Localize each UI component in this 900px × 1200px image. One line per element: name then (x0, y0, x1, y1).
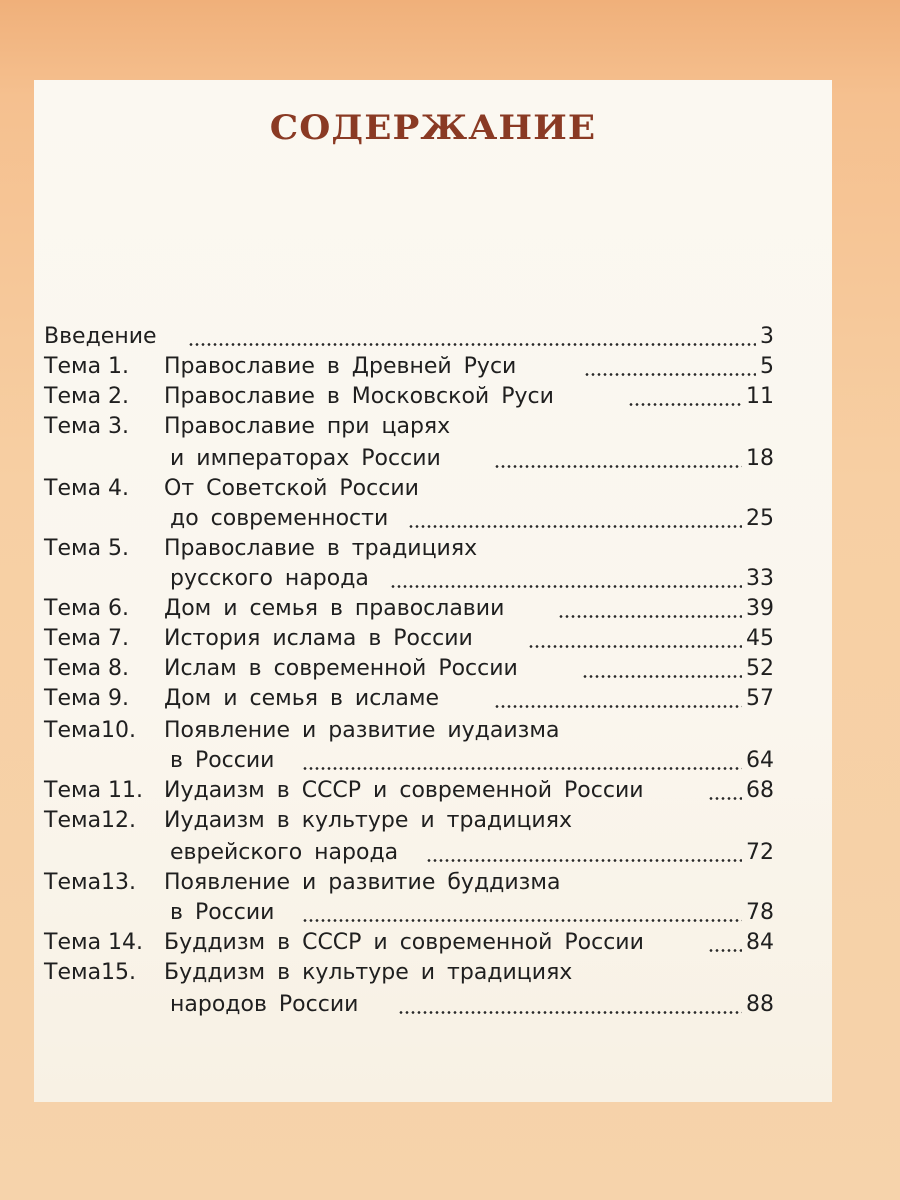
toc-entry-8 (44, 654, 774, 684)
dot-leader (704, 928, 744, 958)
toc-entry-5 (44, 534, 774, 564)
toc-entry-label: Тема13. (44, 870, 137, 895)
dot-leader (298, 746, 744, 776)
toc-entry-label: Тема 3. (44, 414, 130, 439)
toc-page-number: 5 (760, 354, 774, 379)
toc-page-number: 88 (746, 992, 774, 1017)
dot-leader (298, 898, 744, 928)
toc-entry-title: Появление и развитие буддизма (164, 870, 561, 895)
toc-entry-13 (44, 868, 774, 898)
dot-leader (394, 990, 744, 1020)
toc-entry-title-continued: и императорах России (170, 446, 441, 471)
toc-page-number: 11 (746, 384, 774, 409)
toc-entry-5-cont (44, 564, 774, 594)
toc-entry-title: Буддизм в СССР и современной России (164, 930, 644, 955)
toc-entry-title: История ислама в России (164, 626, 473, 651)
toc-page-number: 64 (746, 748, 774, 773)
dot-leader (524, 624, 744, 654)
toc-entry-title: Иудаизм в культуре и традициях (164, 808, 572, 833)
toc-entry-label: Тема 6. (44, 596, 130, 621)
toc-entry-11 (44, 776, 774, 806)
dot-leader (404, 504, 744, 534)
toc-entry-label: Тема 4. (44, 476, 130, 501)
toc-page-number: 39 (746, 596, 774, 621)
toc-entry-4-cont (44, 504, 774, 534)
toc-entry-title-continued: русского народа (170, 566, 369, 591)
toc-entry-14 (44, 928, 774, 958)
toc-entry-2 (44, 382, 774, 412)
toc-entry-title: Православие в Московской Руси (164, 384, 554, 409)
dot-leader (386, 564, 744, 594)
toc-entry-label: Тема 14. (44, 930, 144, 955)
toc-page-number: 18 (746, 446, 774, 471)
toc-entry-title: Иудаизм в СССР и современной России (164, 778, 644, 803)
toc-entry-label: Тема 9. (44, 686, 130, 711)
toc-entry-title: Ислам в современной России (164, 656, 518, 681)
toc-entry-intro (44, 322, 774, 352)
toc-entry-3 (44, 412, 774, 442)
toc-entry-title: Введение (44, 324, 157, 349)
toc-page-number: 68 (746, 778, 774, 803)
toc-entry-title: От Советской России (164, 476, 419, 501)
toc-page-number: 57 (746, 686, 774, 711)
dot-leader (184, 322, 758, 352)
toc-entry-12-cont (44, 838, 774, 868)
toc-page-number: 45 (746, 626, 774, 651)
toc-entry-title: Появление и развитие иудаизма (164, 718, 560, 743)
toc-entry-9 (44, 684, 774, 714)
toc-entry-label: Тема 11. (44, 778, 144, 803)
toc-entry-label: Тема12. (44, 808, 137, 833)
page-title: СОДЕРЖАНИЕ (269, 108, 597, 148)
toc-page-number: 84 (746, 930, 774, 955)
toc-entry-label: Тема10. (44, 718, 137, 743)
toc-entry-title: Православие в традициях (164, 536, 478, 561)
dot-leader (554, 594, 744, 624)
toc-entry-title-continued: до современности (170, 506, 389, 531)
toc-entry-title: Буддизм в культуре и традициях (164, 960, 573, 985)
dot-leader (490, 684, 744, 714)
dot-leader (490, 444, 744, 474)
toc-entry-15 (44, 958, 774, 988)
toc-entry-label: Тема 8. (44, 656, 130, 681)
toc-entry-label: Тема15. (44, 960, 137, 985)
dot-leader (578, 654, 744, 684)
toc-entry-title-continued: еврейского народа (170, 840, 399, 865)
toc-page-number: 33 (746, 566, 774, 591)
toc-page-number: 3 (760, 324, 774, 349)
book-page (34, 80, 832, 1102)
dot-leader (422, 838, 744, 868)
toc-page-number: 52 (746, 656, 774, 681)
toc-entry-7 (44, 624, 774, 654)
toc-entry-title-continued: в России (170, 748, 275, 773)
dot-leader (580, 352, 758, 382)
toc-entry-1 (44, 352, 774, 382)
toc-entry-10-cont (44, 746, 774, 776)
toc-entry-label: Тема 2. (44, 384, 130, 409)
toc-entry-10 (44, 716, 774, 746)
toc-entry-title: Православие в Древней Руси (164, 354, 517, 379)
toc-entry-4 (44, 474, 774, 504)
toc-entry-title-continued: в России (170, 900, 275, 925)
toc-entry-6 (44, 594, 774, 624)
toc-entry-label: Тема 5. (44, 536, 130, 561)
toc-entry-15-cont (44, 990, 774, 1020)
dot-leader (704, 776, 744, 806)
toc-entry-title: Дом и семья в православии (164, 596, 505, 621)
toc-entry-12 (44, 806, 774, 836)
toc-entry-title: Православие при царях (164, 414, 451, 439)
dot-leader (624, 382, 744, 412)
toc-entry-label: Тема 1. (44, 354, 130, 379)
toc-page-number: 78 (746, 900, 774, 925)
toc-page-number: 25 (746, 506, 774, 531)
toc-entry-label: Тема 7. (44, 626, 130, 651)
toc-page-number: 72 (746, 840, 774, 865)
toc-entry-title: Дом и семья в исламе (164, 686, 439, 711)
toc-entry-3-cont (44, 444, 774, 474)
toc-entry-title-continued: народов России (170, 992, 359, 1017)
toc-entry-13-cont (44, 898, 774, 928)
